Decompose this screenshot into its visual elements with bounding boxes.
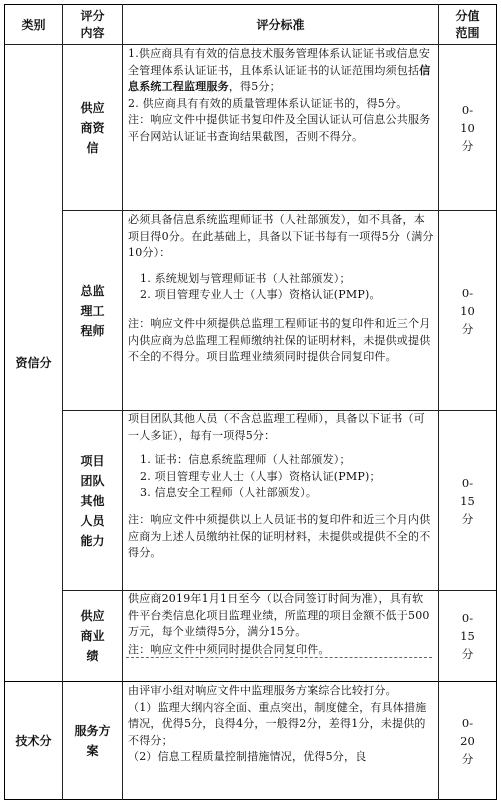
range-service-plan: 0-20分 bbox=[460, 715, 475, 766]
range-team-capability: 0-15分 bbox=[460, 475, 475, 526]
range-chief-engineer: 0-10分 bbox=[460, 285, 475, 336]
header-category: 类别 bbox=[21, 17, 46, 32]
row-label-supplier-performance: 供应商业绩 bbox=[80, 609, 105, 663]
range-supplier-credentials: 0-10分 bbox=[460, 102, 475, 153]
criteria-chief-engineer: 必须具备信息系统监理师证书（人社部颁发），如不具备，本项目得0分。在此基础上，具备以下证书每有一项得5分（满分10分）： 1. 系统规划与管理师证书（人社部颁发）； 2. 项目管理专业人士（人事）资格认证(PMP)。 注：响应文件中须提供总监理工程师证书的复印件和近三个月内供应商为总监理工程师缴纳社保的证明材料，未提供或提供不全的不得分。项目监理业绩须同时提供合同复印件。 bbox=[128, 213, 434, 364]
criteria-supplier-credentials: 1.供应商具有有效的信息技术服务管理体系认证证书或信息安全管理体系认证证书，且体系认证证书的认证范围均须包括信息系统工程监理服务，得5分； 2. 供应商具有有效的质量管理体系认证证书的，得5分。 注：响应文件中提供证书复印件及全国认证认可信息公共服务平台网站认证证书查询结果截图，否则不得分。 bbox=[128, 47, 431, 143]
table-border-bottom bbox=[4, 799, 497, 800]
header-content: 评分内容 bbox=[80, 8, 105, 40]
criteria-team-capability: 项目团队其他人员（不含总监理工程师），具备以下证书（可一人多证），每有一项得5分： 1. 证书：信息系统监理师（人社部颁发）； 2. 项目管理专业人士（人事）资格认证(PMP)； 3. 信息安全工程师（人社部颁发）。 注：响应文件中须提供以上人员证书的复印件和近三个月内供应商为上述人员缴纳社保的证明材料，未提供或提供不全的不得分。 bbox=[128, 412, 431, 560]
criteria-supplier-performance: 供应商2019年1月1日至今（以合同签订时间为准），具有软件平台类信息化项目监理业绩，所监理的项目金额不低于500万元，每个业绩得5分，满分15分。 注：响应文件中须同时提供合同复印件。 bbox=[128, 592, 430, 656]
row-label-supplier-credentials: 供应商资信 bbox=[80, 100, 105, 155]
header-range: 分值范围 bbox=[455, 8, 480, 40]
category-technical: 技术分 bbox=[15, 733, 52, 748]
range-supplier-performance: 0-15分 bbox=[460, 611, 475, 661]
category-qualification: 资信分 bbox=[15, 356, 52, 370]
row-label-service-plan: 服务方案 bbox=[74, 723, 111, 758]
row-label-team-capability: 项目团队其他人员能力 bbox=[80, 453, 105, 548]
header-criteria: 评分标准 bbox=[256, 17, 305, 32]
criteria-service-plan: 由评审小组对响应文件中监理服务方案综合比较打分。 （1）监理大纲内容全面、重点突出，制度健全，有具体措施情况，优得5分，良得4分，一般得2分，差得1分，未提供的不得分； （2）信息工程质量控制措施情况，优得5分，良 bbox=[128, 684, 427, 764]
row-label-chief-engineer: 总监理工程师 bbox=[80, 283, 105, 338]
row-separator bbox=[62, 210, 497, 211]
table-border-right bbox=[496, 4, 497, 800]
column-separator bbox=[122, 4, 123, 800]
